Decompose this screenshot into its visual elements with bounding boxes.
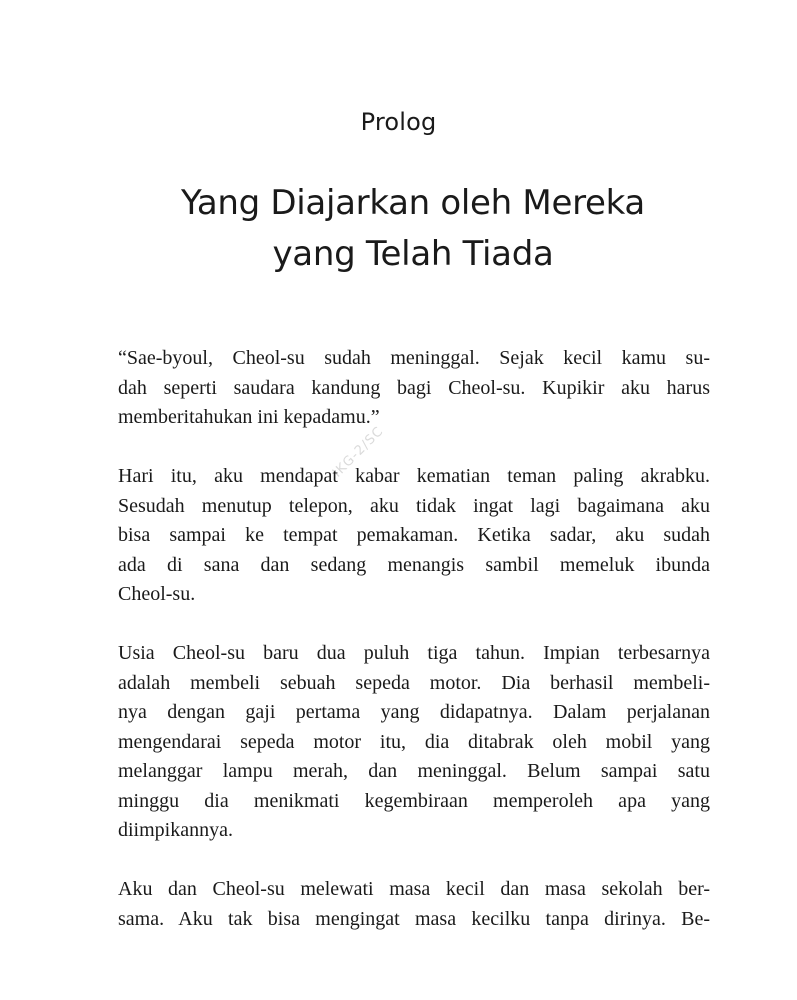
text-line: Hari itu, aku mendapat kabar kematian teman paling akrabku. <box>118 465 710 487</box>
text-line: “Sae-byoul, Cheol-su sudah meninggal. Sejak kecil kamu su- <box>118 347 710 369</box>
text-line: bisa sampai ke tempat pemakaman. Ketika sadar, aku sudah <box>118 524 710 546</box>
chapter-title <box>0 178 797 280</box>
text-line: minggu dia menikmati kegembiraan memperoleh apa yang <box>118 789 710 812</box>
body-text <box>118 344 710 964</box>
text-line: Usia Cheol-su baru dua puluh tiga tahun. Impian terbesarnya <box>118 642 710 664</box>
text-line: diimpikannya. <box>118 819 233 841</box>
paragraph <box>118 344 710 433</box>
text-line: sama. Aku tak bisa mengingat masa kecilku tanpa dirinya. Be- <box>118 907 710 930</box>
text-line: nya dengan gaji pertama yang didapatnya. Dalam perjalanan <box>118 701 710 723</box>
text-line: adalah membeli sebuah sepeda motor. Dia berhasil membeli- <box>118 671 710 694</box>
paragraph <box>118 875 710 934</box>
watermark: IKG-2/SC <box>330 423 387 481</box>
text-line: dah seperti saudara kandung bagi Cheol-su. Kupikir aku harus <box>118 376 710 399</box>
text-line: Cheol-su. <box>118 583 196 605</box>
text-line: melanggar lampu merah, dan meninggal. Belum sampai satu <box>118 760 710 782</box>
chapter-title-line-2: yang Telah Tiada <box>272 234 554 274</box>
text-line: Aku dan Cheol-su melewati masa kecil dan masa sekolah ber- <box>118 878 710 900</box>
text-line: Sesudah menutup telepon, aku tidak ingat lagi bagaimana aku <box>118 494 710 517</box>
paragraph <box>118 639 710 846</box>
text-line: memberitahukan ini kepadamu.” <box>118 406 380 428</box>
text-line: mengendarai sepeda motor itu, dia ditabrak oleh mobil yang <box>118 730 710 753</box>
chapter-title-line-1: Yang Diajarkan oleh Mereka <box>181 183 645 223</box>
paragraph <box>118 462 710 610</box>
text-line: ada di sana dan sedang menangis sambil memeluk ibunda <box>118 553 710 576</box>
chapter-kicker: Prolog <box>360 108 437 136</box>
